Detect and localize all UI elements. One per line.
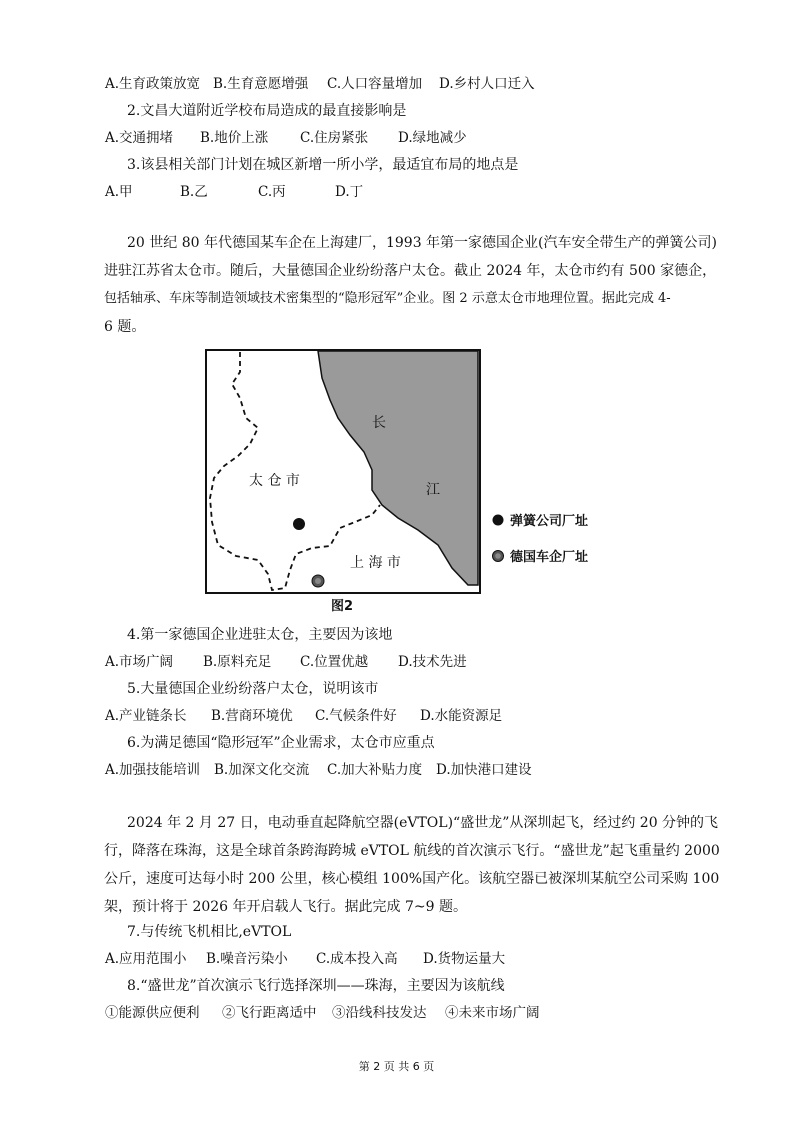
q4-option-b: B.原料充足 [203, 654, 272, 670]
q7-stem: 7.与传统飞机相比,eVTOL [127, 924, 292, 940]
q5-option-b: B.营商环境优 [211, 708, 293, 724]
q7-option-b: B.噪音污染小 [206, 951, 288, 967]
label-river-char1: 长 [372, 415, 386, 431]
q6-option-b: B.加深文化交流 [214, 762, 310, 778]
q6-stem: 6.为满足德国“隐形冠军”企业需求，太仓市应重点 [127, 735, 435, 751]
q2-option-d: D.绿地减少 [398, 130, 467, 146]
q8-option-1: ①能源供应便利 [105, 1005, 200, 1021]
figure-caption: 图2 [331, 599, 354, 614]
passage2-line4: 架，预计将于 2026 年开启载人飞行。据此完成 7~9 题。 [104, 899, 467, 915]
passage1-line2: 进驻江苏省太仓市。随后，大量德国企业纷纷落户太仓。截止 2024 年，太仓市约有 500 家德企， [104, 263, 717, 279]
q1-option-c: C.人口容量增加 [327, 76, 423, 92]
q8-option-3: ③沿线科技发达 [332, 1005, 427, 1021]
q3-stem: 3.该县相关部门计划在城区新增一所小学，最适宜布局的地点是 [127, 157, 519, 173]
q8-option-2: ②飞行距离适中 [222, 1005, 317, 1021]
q8-option-4: ④未来市场广阔 [445, 1005, 540, 1021]
q1-option-b: B.生育意愿增强 [213, 76, 309, 92]
passage1-line3: 包括轴承、车床等制造领域技术密集型的“隐形冠军”企业。图 2 示意太仓市地理位置。据此完成 4- [104, 291, 671, 306]
q4-stem: 4.第一家德国企业进驻太仓，主要因为该地 [127, 627, 393, 643]
q7-option-d: D.货物运量大 [423, 951, 506, 967]
legend-german-icon-inner [495, 553, 501, 559]
label-shanghai: 上 海 市 [350, 555, 401, 571]
passage1-line1: 20 世纪 80 年代德国某车企在上海建厂，1993 年第一家德国企业(汽车安全带生产的弹簧公司) [127, 235, 717, 251]
q1-option-d: D.乡村人口迁入 [439, 76, 535, 92]
q2-option-a: A.交通拥堵 [105, 130, 174, 146]
legend-spring-icon [493, 515, 504, 526]
legend-german-label: 德国车企厂址 [510, 550, 589, 565]
passage2-line2: 行，降落在珠海，这是全球首条跨海跨城 eVTOL 航线的首次演示飞行。“盛世龙”起飞重量约 2000 [104, 843, 720, 859]
q4-option-d: D.技术先进 [398, 654, 467, 670]
passage2-line1: 2024 年 2 月 27 日，电动垂直起降航空器(eVTOL)“盛世龙”从深圳起飞，经过约 20 分钟的飞 [127, 815, 719, 831]
q4-option-c: C.位置优越 [300, 654, 369, 670]
q1-option-a: A.生育政策放宽 [105, 76, 201, 92]
label-taicang: 太 仓 市 [249, 473, 300, 489]
q5-stem: 5.大量德国企业纷纷落户太仓，说明该市 [127, 681, 379, 697]
page-footer: 第 2 页 共 6 页 [358, 1060, 435, 1073]
passage2-line3: 公斤，速度可达每小时 200 公里，核心模组 100%国产化。该航空器已被深圳某航空公司采购 100 [104, 871, 720, 887]
q5-option-a: A.产业链条长 [105, 708, 187, 724]
legend-spring-label: 弹簧公司厂址 [510, 514, 589, 529]
q2-option-c: C.住房紧张 [300, 130, 369, 146]
q6-option-c: C.加大补贴力度 [327, 762, 423, 778]
q6-option-a: A.加强技能培训 [105, 762, 201, 778]
q7-option-c: C.成本投入高 [316, 951, 398, 967]
q3-option-d: D.丁 [335, 184, 364, 200]
q6-option-d: D.加快港口建设 [436, 762, 532, 778]
q8-stem: 8.“盛世龙”首次演示飞行选择深圳——珠海，主要因为该航线 [127, 978, 505, 994]
q2-option-b: B.地价上涨 [200, 130, 269, 146]
q3-option-a: A.甲 [105, 184, 133, 200]
german-car-marker-inner [315, 578, 321, 584]
q5-option-d: D.水能资源足 [420, 708, 503, 724]
q3-option-c: C.丙 [258, 184, 286, 200]
passage1-line4: 6 题。 [104, 319, 146, 335]
q2-stem: 2.文昌大道附近学校布局造成的最直接影响是 [127, 103, 407, 119]
q4-option-a: A.市场广阔 [105, 654, 174, 670]
q3-option-b: B.乙 [180, 184, 208, 200]
label-river-char2: 江 [426, 482, 440, 498]
spring-company-marker [293, 518, 305, 530]
q7-option-a: A.应用范围小 [105, 951, 187, 967]
q5-option-c: C.气候条件好 [315, 708, 397, 724]
